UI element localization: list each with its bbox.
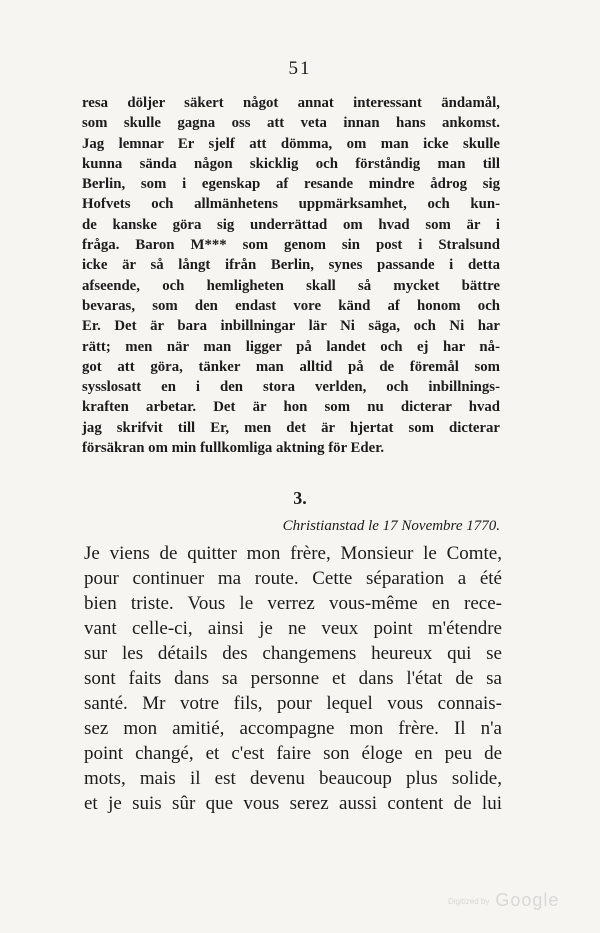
text-line: mots, mais il est devenu beaucoup plus solide,: [84, 768, 502, 789]
letter-dateline: Christianstad le 17 Novembre 1770.: [282, 518, 500, 534]
text-line: sysslosatt en i den stora verlden, och inbillnings-: [82, 379, 500, 396]
text-line: försäkran om min fullkomliga aktning för Eder.: [82, 440, 385, 457]
swedish-paragraph: [82, 93, 500, 458]
text-line: de kanske göra sig underrättad om hvad som är i: [82, 216, 500, 233]
watermark-brand: Google: [495, 890, 560, 910]
text-line: got att göra, tänker man alltid på de föremål som: [82, 358, 500, 375]
text-line: et je suis sûr que vous serez aussi content de lui: [84, 793, 502, 814]
text-line: pour continuer ma route. Cette séparation a été: [84, 568, 502, 589]
french-paragraph: [84, 541, 502, 816]
text-line: Hofvets och allmänhetens uppmärksamhet, och kun-: [82, 196, 500, 213]
text-line: resa döljer säkert något annat interessant ändamål,: [82, 95, 500, 111]
text-line: rätt; men när man ligger på landet och ej har nå-: [82, 338, 500, 355]
text-line: afseende, och hemligheten skall så mycket bättre: [82, 277, 500, 294]
text-line: kunna sända någon skicklig och förståndig man till: [82, 155, 500, 172]
text-line: Berlin, som i egenskap af resande mindre ådrog sig: [82, 176, 500, 193]
text-line: bien triste. Vous le verrez vous-même en rece-: [84, 593, 502, 614]
text-line: vant celle-ci, ainsi je ne veux point m'étendre: [84, 618, 502, 639]
text-line: kraften arbetar. Det är hon som nu dicterar hvad: [82, 399, 500, 416]
text-line: Er. Det är bara inbillningar lär Ni säga, och Ni har: [82, 318, 500, 335]
text-line: fråga. Baron M*** som genom sin post i Stralsund: [82, 237, 500, 254]
text-line: sez mon amitié, accompagne mon frère. Il n'a: [84, 718, 502, 739]
text-line: jag skrifvit till Er, men det är hjertat som dicterar: [82, 419, 500, 436]
page-number: 51: [288, 58, 312, 79]
text-line: icke är så långt ifrån Berlin, synes passande i detta: [82, 257, 500, 274]
google-watermark: [448, 890, 559, 911]
letter-number: 3.: [293, 488, 307, 508]
text-line: som skulle gagna oss att veta innan hans ankomst.: [82, 115, 500, 132]
watermark-small-text: Digitized by: [448, 896, 490, 906]
text-line: Jag lemnar Er sjelf att dömma, om man icke skulle: [82, 135, 500, 152]
text-line: Je viens de quitter mon frère, Monsieur le Comte,: [84, 543, 502, 564]
text-line: santé. Mr votre fils, pour lequel vous connais-: [84, 693, 502, 714]
text-line: point changé, et c'est faire son éloge en peu de: [84, 743, 502, 764]
text-line: sur les détails des changemens heureux qui se: [84, 643, 502, 664]
text-line: bevaras, som den endast vore känd af honom och: [82, 297, 500, 314]
text-line: sont faits dans sa personne et dans l'état de sa: [84, 668, 502, 689]
